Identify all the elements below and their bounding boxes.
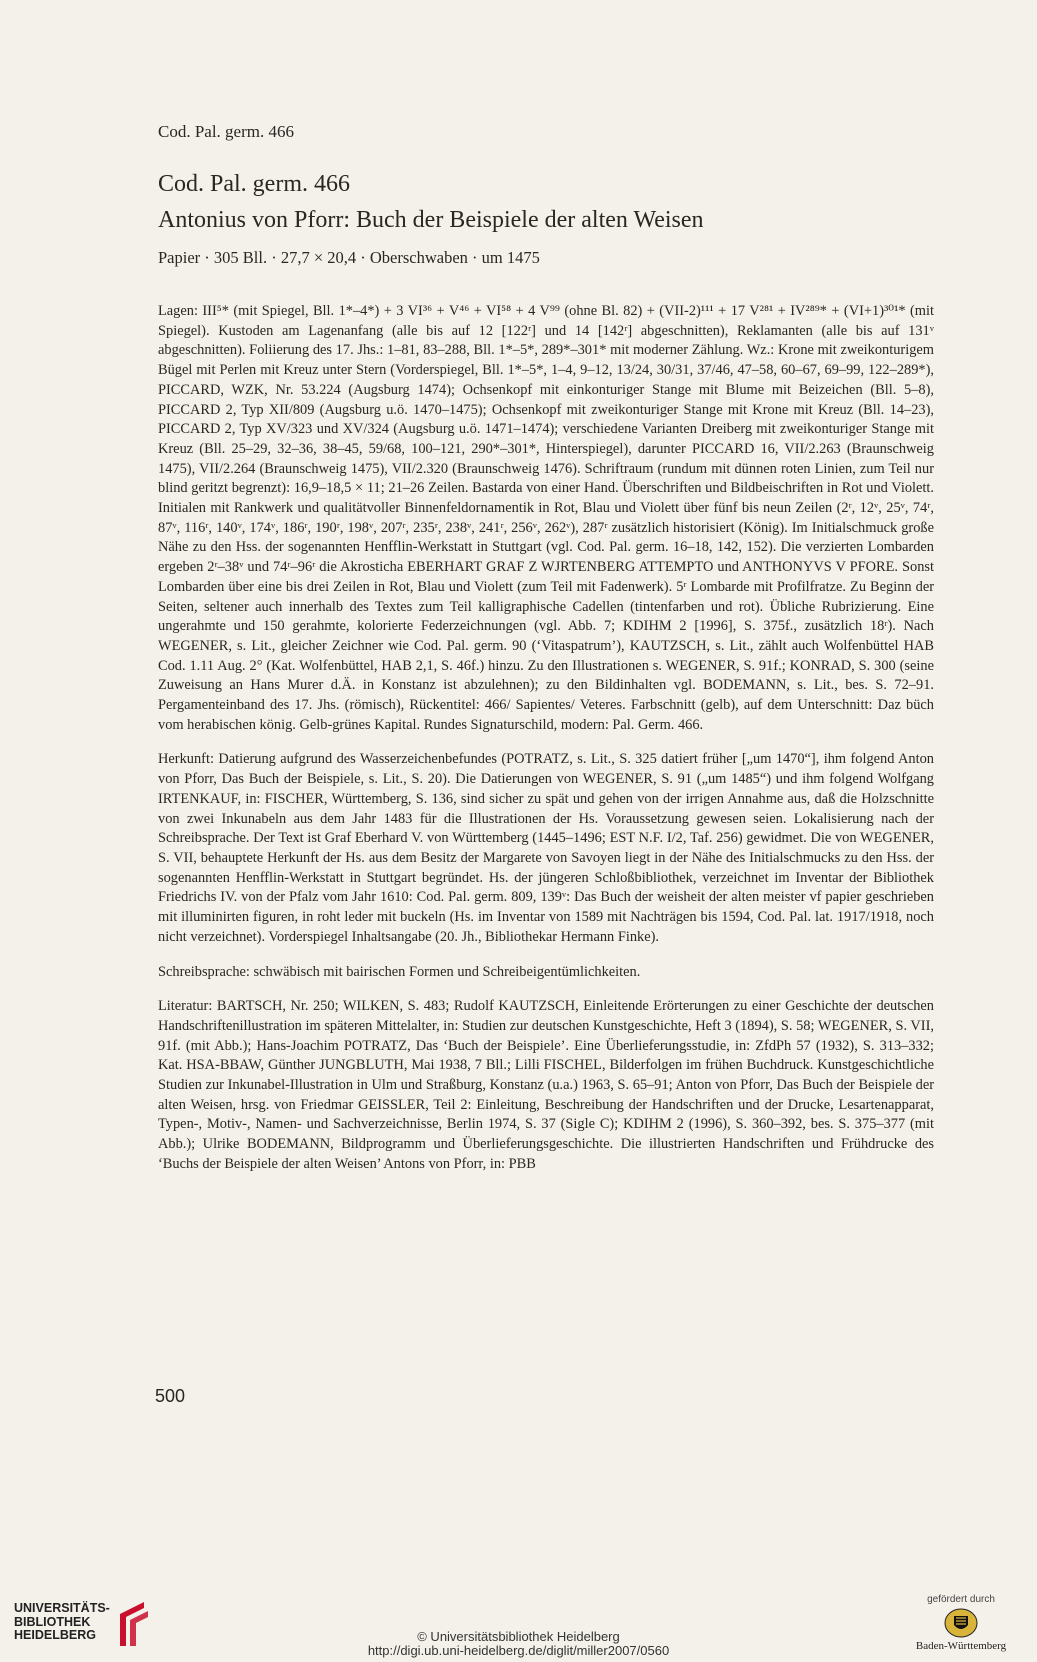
sponsor-name: Baden-Württemberg: [915, 1640, 1007, 1652]
paragraph-schreibsprache: Schreibsprache: schwäbisch mit bairischen Formen und Schreibeigentümlichkeiten.: [158, 963, 641, 980]
page-number: 500: [155, 1386, 186, 1406]
shelfmark-title: Cod. Pal. germ. 466: [158, 171, 350, 197]
library-name-line1: UNIVERSITÄTS-: [14, 1601, 110, 1615]
permalink-url[interactable]: http://digi.ub.uni-heidelberg.de/diglit/miller2007/0560: [367, 1643, 670, 1658]
paragraph-literatur: Literatur: BARTSCH, Nr. 250; WILKEN, S. 483; Rudolf KAUTZSCH, Einleitende Erörterungen zu einer Geschichte der deutschen Handschriftenillustration im späteren Mittelalter, in: Studien zur deutschen Kunstgeschichte, Heft 3 (1894), S. 58; WEGENER, S. VII, 91f. (mit Abb.); Hans-Joachim POTRATZ, Das ‘Buch der Beispiele’. Eine Überlieferungsstudie, in: ZfdPh 57 (1932), S. 313–332; Kat. HSA-BBAW, Günther JUNGBLUTH, Mai 1938, 7 Bll.; Lilli FISCHEL, Bilderfolgen im frühen Buchdruck. Kunstgeschichtliche Studien zur Inkunabel-Illustration in Ulm und Straßburg, Konstanz (u.a.) 1963, S. 65–91; Anton von Pforr, Das Buch der Beispiele der alten Weisen, hrsg. von Friedmar GEISSLER, Teil 2: Einleitung, Beschreibung der Handschriften und der Drucke, Lesartenapparat, Typen-, Motiv-, Namen- und Sachverzeichnisse, Berlin 1974, S. 37 (Sigle C); KDIHM 2 (1996), S. 360–392, bes. S. 375–377 (mit Abb.); Ulrike BODEMANN, Bildprogramm und Überlieferungsgeschichte. Die illustrierten Handschriften und Frühdrucke des ‘Buchs der Beispiele der alten Weisen’ Antons von Pforr, in: PBB: [158, 998, 934, 1172]
running-head: Cod. Pal. germ. 466: [158, 122, 294, 141]
copyright-block: [0, 1630, 1037, 1658]
title-block: [158, 172, 938, 268]
footer: [0, 1580, 1037, 1662]
state-coat-of-arms-icon: [944, 1608, 978, 1638]
library-name-line2: BIBLIOTHEK: [14, 1614, 91, 1629]
sponsor-label: gefördert durch: [927, 1594, 995, 1605]
copyright-text: © Universitätsbibliothek Heidelberg: [417, 1629, 620, 1644]
sponsor-logo[interactable]: [900, 1594, 1022, 1652]
description-body: [158, 302, 934, 1175]
work-title: Antonius von Pforr: Buch der Beispiele der alten Weisen: [158, 207, 704, 233]
paragraph-herkunft: Herkunft: Datierung aufgrund des Wasserzeichenbefundes (POTRATZ, s. Lit., S. 325 datiert früher [„um 1470“], ihm folgend Anton von Pforr, Das Buch der Beispiele, s. Lit., S. 20). Die Datierungen von WEGENER, S. 91 („um 1485“) und ihm folgend Wolfgang IRTENKAUF, in: FISCHER, Württemberg, S. 136, sind sicher zu spät und gehen von der irrigen Annahme aus, daß die Holzschnitte von zwei Inkunabeln aus dem Jahr 1483 für die Illustrationen der Hs. Voraussetzung gewesen seien. Lokalisierung nach der Schreibsprache. Der Text ist Graf Eberhard V. von Württemberg (1445–1496; EST N.F. I/2, Taf. 256) gewidmet. Die von WEGENER, S. VII, behauptete Herkunft der Hs. aus dem Besitz der Margarete von Savoyen liegt in der Nähe des Initialschmucks zu den Hss. der sogenannten Henfflin-Werkstatt in Stuttgart begründet. Hs. der jüngeren Schloßbibliothek, verzeichnet im Inventar der Bibliothek Friedrichs IV. von der Pfalz vom Jahr 1610: Cod. Pal. germ. 809, 139ᵛ: Das Buch der weisheit der alten meister vf papier geschrieben mit illuminirten figuren, in roht leder mit buckeln (Hs. im Inventar von 1589 mit Nachträgen bis 1594, Cod. Pal. lat. 1917/1918, noch nicht verzeichnet). Vorderspiegel Inhaltsangabe (20. Jh., Bibliothekar Hermann Finke).: [158, 751, 934, 945]
codex-meta-line: Papier · 305 Bll. · 27,7 × 20,4 · Oberschwaben · um 1475: [158, 248, 540, 267]
paragraph-lagen: Lagen: III⁵* (mit Spiegel, Bll. 1*–4*) + 3 VI³⁶ + V⁴⁶ + VI⁵⁸ + 4 V⁹⁹ (ohne Bl. 82) + (VII-2)¹¹¹ + 17 V²⁸¹ + IV²⁸⁹* + (VI+1)³⁰¹* (mit Spiegel). Kustoden am Lagenanfang (alle bis auf 12 [122ʳ] und 14 [142ʳ] abgeschnitten), Reklamanten (alle bis auf 131ᵛ abgeschnitten). Foliierung des 17. Jhs.: 1–81, 83–288, Bll. 1*–5*, 289*–301* mit moderner Zählung. Wz.: Krone mit zweikonturigem Bügel mit Perlen mit Kreuz unter Stern (Vorderspiegel, Bll. 1*–5*, 1–4, 9–12, 13/24, 30/31, 37/46, 47–58, 60–67, 69–99, 122–289*), PICCARD, WZK, Nr. 53.224 (Augsburg 1474); Ochsenkopf mit einkonturiger Stange mit Blume mit Beizeichen (Bll. 5–8), PICCARD 2, Typ XII/809 (Augsburg u.ö. 1470–1475); Ochsenkopf mit zweikonturiger Stange mit Krone mit Kreuz (Bll. 14–23), PICCARD 2, Typ XV/323 und XV/324 (Augsburg u.ö. 1471–1474); verschiedene Varianten Dreiberg mit zweikonturiger Stange mit Kreuz (Bll. 25–29, 32–36, 38–45, 59/68, 100–121, 290*–301*, Hinterspiegel), darunter PICCARD 16, VII/2.263 (Braunschweig 1475), VII/2.264 (Braunschweig 1475), VII/2.320 (Braunschweig 1476). Schriftraum (rundum mit dünnen roten Linien, zum Teil nur blind geritzt begrenzt): 16,9–18,5 × 11; 21–26 Zeilen. Bastarda von einer Hand. Überschriften und Bildbeischriften in Rot und Violett. Initialen mit Rankwerk und qualitätvoller Binnenfeldornamentik in Rot, Blau und Violett über fünf bis neun Zeilen (2ʳ, 12ᵛ, 25ᵛ, 74ʳ, 87ᵛ, 116ʳ, 140ᵛ, 174ᵛ, 186ʳ, 190ʳ, 198ᵛ, 207ʳ, 235ʳ, 238ᵛ, 241ʳ, 256ᵛ, 262ᵛ), 287ʳ zusätzlich historisiert (König). Im Initialschmuck große Nähe zu den Hss. der sogenannten Henfflin-Werkstatt in Stuttgart (vgl. Cod. Pal. germ. 16–18, 142, 152). Die verzierten Lombarden ergeben 2ʳ–38ᵛ und 74ʳ–96ʳ die Akrosticha EBERHART GRAF Z WJRTENBERG ATTEMPTO und ANTHONYVS V PFORE. Sonst Lombarden über eine bis drei Zeilen in Rot, Blau und Violett (zum Teil mit Fadenwerk). 5ʳ Lombarde mit Profilfratze. Zu Beginn der Seiten, seltener auch innerhalb des Textes zum Teil kalligraphische Cadellen (tintenfarben und rot). Übliche Rubrizierung. Eine ungerahmte und 150 gerahmte, kolorierte Federzeichnungen (vgl. Abb. 7; KDIHM 2 [1996], S. 375f., zusätzlich 18ʳ). Nach WEGENER, s. Lit., gleicher Zeichner wie Cod. Pal. germ. 90 (‘Vitaspatrum’), KAUTZSCH, s. Lit., zählt auch Wolfenbüttel HAB Cod. 1.11 Aug. 2° (Kat. Wolfenbüttel, HAB 2,1, S. 46f.) hinzu. Zu den Illustrationen s. WEGENER, S. 91f.; KONRAD, S. 300 (seine Zuweisung an Hans Murer d.Ä. in Konstanz ist abzulehnen); zu den Bildinhalten vgl. BODEMANN, s. Lit., bes. S. 72–91. Pergamenteinband des 17. Jhs. (römisch), Rückentitel: 466/ Sapientes/ Veteres. Farbschnitt (gelb), auf dem Unterschnitt: Daz büch vom herabischen könig. Gelb-grünes Kapital. Rundes Signaturschild, modern: Pal. Germ. 466.: [158, 303, 934, 733]
library-name-line3: HEIDELBERG: [14, 1628, 96, 1642]
